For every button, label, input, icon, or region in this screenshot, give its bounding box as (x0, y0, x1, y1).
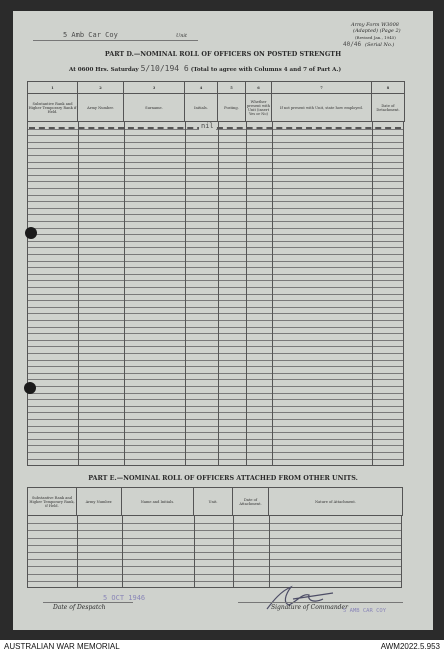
ruled-line (28, 360, 403, 361)
unit-underline (33, 40, 198, 41)
footer-archive-name: AUSTRALIAN WAR MEMORIAL (4, 642, 120, 651)
col-num-2: 2 (78, 82, 124, 94)
ruled-line (28, 307, 403, 308)
ruled-line (28, 188, 403, 189)
ruled-line (28, 538, 401, 539)
despatch-underline (43, 602, 133, 603)
ruled-line (28, 168, 403, 169)
e-col-attachment-date: Date of Attachment. (233, 488, 269, 516)
ruled-line (28, 228, 403, 229)
part-e-title: PART E.—NOMINAL ROLL OF OFFICERS ATTACHED FROM OTHER UNITS. (88, 474, 358, 482)
part-e-body (27, 516, 402, 588)
part-d-at-line (69, 64, 341, 73)
ruled-line (28, 313, 403, 314)
column-divider (124, 122, 125, 465)
serial-typed: 40/46 (343, 41, 362, 48)
col-header-employed: If not present with Unit, state how employed. (272, 94, 372, 122)
part-d-title: PART D.—NOMINAL ROLL OF OFFICERS ON POSTED STRENGTH (104, 50, 342, 58)
ruled-line (28, 373, 403, 374)
column-header-row (28, 94, 405, 122)
ruled-line (28, 412, 403, 413)
ruled-line (28, 287, 403, 288)
ruled-line (28, 241, 403, 242)
column-divider (77, 516, 78, 587)
column-divider (269, 516, 270, 587)
ruled-line (28, 208, 403, 209)
at-suffix: (Total to agree with Columns 4 and 7 of Part A.) (190, 67, 342, 73)
col-header-rank: Substantive Rank and Higher Temporary Rank if Held. (28, 94, 78, 122)
col-header-detachment: Date of Detachment. (372, 94, 405, 122)
ruled-line (28, 135, 403, 136)
col-num-5: 5 (218, 82, 246, 94)
column-divider (233, 516, 234, 587)
ruled-line (28, 379, 403, 380)
footer-accession-number: AWM2022.5.953 (380, 642, 440, 651)
ruled-line (28, 254, 403, 255)
commander-label: Signature of Commander (271, 604, 348, 611)
col-num-1: 1 (28, 82, 78, 94)
ruled-line (28, 432, 403, 433)
ruled-line (28, 280, 403, 281)
archive-footer (0, 640, 444, 653)
ruled-line (28, 439, 403, 440)
col-header-surname: Surname. (124, 94, 185, 122)
e-col-unit: Unit. (194, 488, 233, 516)
ruled-line (28, 195, 403, 196)
serial-label: (Serial No.) (365, 42, 395, 48)
ruled-line (28, 181, 403, 182)
ruled-line (28, 247, 403, 248)
ruled-line (28, 393, 403, 394)
ruled-line (28, 214, 403, 215)
ruled-line (28, 366, 403, 367)
col-num-4: 4 (185, 82, 218, 94)
ruled-line (28, 399, 403, 400)
ruled-line (28, 201, 403, 202)
ruled-line (28, 148, 403, 149)
ruled-line (28, 274, 403, 275)
ruled-line (28, 523, 401, 524)
col-num-7: 7 (272, 82, 372, 94)
ruled-line (28, 142, 403, 143)
nil-entry: nil (201, 122, 214, 130)
form-sheet (13, 11, 433, 630)
ruled-line (28, 566, 401, 567)
ruled-line (28, 419, 403, 420)
ruled-line (28, 552, 401, 553)
ruled-line (28, 452, 403, 453)
e-col-name: Name and Initials. (122, 488, 194, 516)
col-header-army-number: Army Number. (78, 94, 124, 122)
e-col-army-number: Army Number. (77, 488, 122, 516)
col-num-6: 6 (246, 82, 272, 94)
ruled-line (28, 406, 403, 407)
ruled-line (28, 175, 403, 176)
ruled-line (28, 234, 403, 235)
ruled-line (28, 267, 403, 268)
col-num-3: 3 (124, 82, 185, 94)
at-prefix: At 0600 Hrs. Saturday (69, 67, 139, 73)
date-typed: 5/10/194 6 (140, 64, 189, 73)
form-number: Army Form W3008 (351, 22, 399, 28)
ruled-line (28, 346, 403, 347)
ruled-line (28, 445, 403, 446)
unit-label: Unit (176, 33, 188, 39)
col-header-present: Whether present with Unit (insert Yes or No) (246, 94, 272, 122)
ruled-line (28, 155, 403, 156)
ruled-line (28, 353, 403, 354)
col-num-8: 8 (372, 82, 405, 94)
column-divider (372, 122, 373, 465)
unit-typed: 5 Amb Car Coy (63, 31, 118, 39)
column-divider (78, 122, 79, 465)
column-divider (194, 516, 195, 587)
ruled-line (28, 162, 403, 163)
form-revised: (Revised Jan., 1945) (355, 35, 396, 40)
punch-hole-top (25, 227, 37, 239)
ruled-line (28, 294, 403, 295)
column-divider (246, 122, 247, 465)
col-header-posting: Posting. (218, 94, 246, 122)
unit-stamp: 5 AMB CAR COY (343, 608, 387, 614)
ruled-line (28, 559, 401, 560)
commander-underline (238, 602, 403, 603)
ruled-line (28, 300, 403, 301)
part-e-header-table (27, 487, 403, 516)
column-divider (185, 122, 186, 465)
ruled-line (28, 545, 401, 546)
ruled-line (28, 333, 403, 334)
part-e-header-row (28, 488, 403, 516)
ruled-line (28, 459, 403, 460)
part-d-body (27, 121, 404, 466)
ruled-line (28, 320, 403, 321)
ruled-line (28, 426, 403, 427)
ruled-line (28, 574, 401, 575)
column-number-row (28, 82, 405, 94)
despatch-date-stamp: 5 OCT 1946 (103, 594, 146, 602)
form-adapted: (Adapted) (Page 2) (353, 28, 401, 34)
ruled-line (28, 261, 403, 262)
column-divider (122, 516, 123, 587)
part-d-header-table (27, 81, 405, 122)
ruled-line (28, 581, 401, 582)
column-divider (218, 122, 219, 465)
despatch-label: Date of Despatch (53, 604, 106, 611)
ruled-line (28, 221, 403, 222)
ruled-line (28, 530, 401, 531)
col-header-initials: Initials. (185, 94, 218, 122)
ruled-line (28, 386, 403, 387)
ruled-line (28, 340, 403, 341)
ruled-line (28, 327, 403, 328)
punch-hole-bottom (24, 382, 36, 394)
e-col-attachment-nature: Nature of Attachment. (269, 488, 403, 516)
column-divider (272, 122, 273, 465)
e-col-rank: Substantive Rank and Higher Temporary Rank, if Held. (28, 488, 77, 516)
